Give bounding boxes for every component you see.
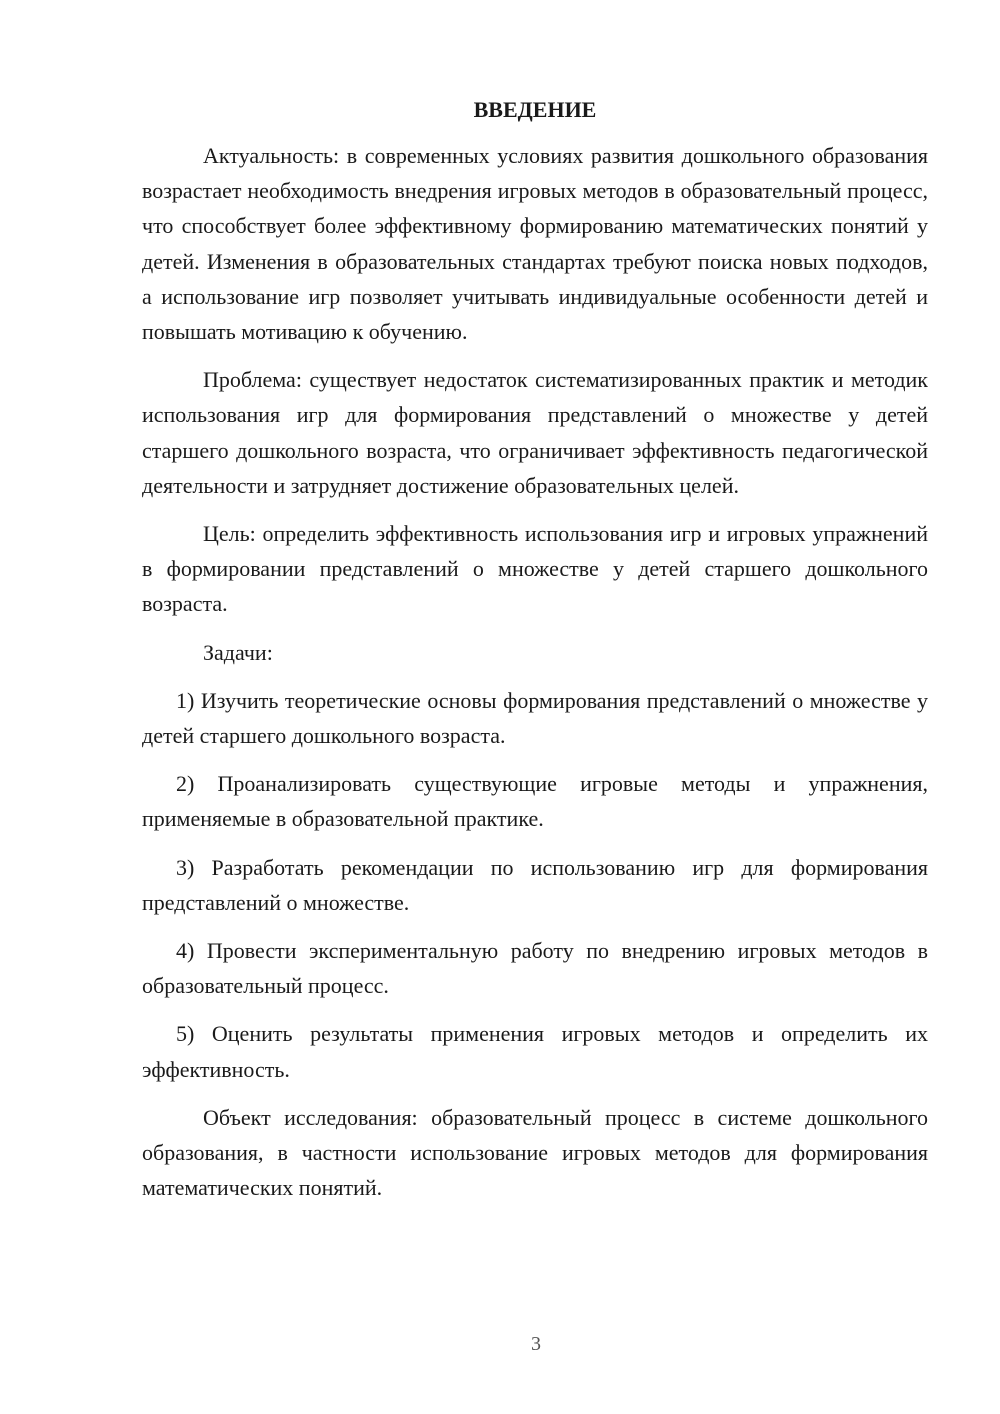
section-heading: ВВЕДЕНИЕ — [473, 97, 597, 122]
tasks-label: Задачи: — [203, 639, 273, 665]
task-item: 1) Изучить теоретические основы формирования представлений о множестве у детей старшего дошкольного возраста. — [142, 687, 928, 749]
page-number: 3 — [531, 1333, 541, 1355]
task-item: 4) Провести экспериментальную работу по внедрению игровых методов в образовательный процесс. — [142, 938, 928, 999]
task-item: 3) Разработать рекомендации по использованию игр для формирования представлений о множестве. — [142, 854, 928, 915]
object-paragraph: Объект исследования: образовательный процесс в системе дошкольного образования, в частности использование игровых методов для формирования математических понятий. — [142, 1104, 928, 1201]
task-item: 5) Оценить результаты применения игровых методов и определить их эффективность. — [142, 1021, 928, 1082]
goal-paragraph: Цель: определить эффективность использования игр и игровых упражнений в формировании представлений о множестве у детей старшего дошкольного возраста. — [142, 521, 928, 617]
tasks-list — [142, 683, 928, 1087]
task-item: 2) Проанализировать существующие игровые методы и упражнения, применяемые в образовательной практике. — [142, 771, 928, 832]
relevance-paragraph: Актуальность: в современных условиях развития дошкольного образования возрастает необходимость внедрения игровых методов в образовательный процесс, что способствует более эффективному формированию математических понятий у детей. Изменения в образовательных стандартах требуют поиска новых подходов, а использование игр позволяет учитывать индивидуальные особенности детей и повышать мотивацию к обучению. — [142, 143, 928, 345]
document-page — [142, 92, 928, 1205]
problem-paragraph: Проблема: существует недостаток систематизированных практик и методик использования игр для формирования представлений о множестве у детей старшего дошкольного возраста, что ограничивает эффективность педагогической деятельности и затрудняет достижение образовательных целей. — [142, 367, 928, 498]
